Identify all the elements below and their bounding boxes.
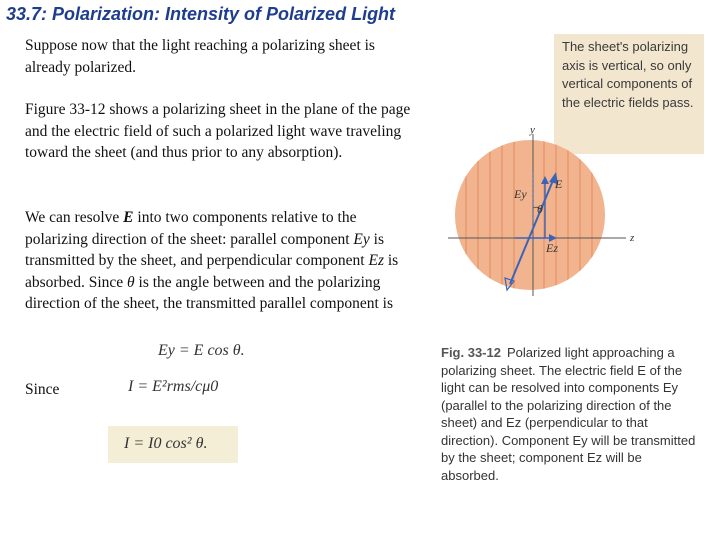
symbol-E: E xyxy=(123,209,134,226)
polarizer-figure xyxy=(440,120,650,300)
symbol-theta: θ xyxy=(127,273,135,291)
paragraph-resolve-components xyxy=(25,207,420,315)
equation-intensity-rms: I = E²rms/cμ0 xyxy=(128,378,219,395)
figure-callout: The sheet's polarizing axis is vertical, so only vertical components of the electric fields pass. xyxy=(554,34,704,154)
text-segment: is the angle between and the polarizing direction of the sheet, the transmitted parallel component is xyxy=(25,273,394,312)
since-label: Since xyxy=(25,381,60,398)
text-segment: is absorbed. Since xyxy=(25,252,399,291)
y-axis-label: y xyxy=(530,124,535,136)
ez-label: Ez xyxy=(546,241,558,255)
page-title: 33.7: Polarization: Intensity of Polarized Light xyxy=(6,4,396,24)
caption-text: Polarized light approaching a polarizing sheet. The electric field E of the light can be resolved into components Ey (parallel to the polarizing direction of the sheet) and Ez (perpendicular to that direction). Component Ey will be transmitted by the sheet; component Ez will be absorbed. xyxy=(441,345,696,483)
e-vector-label: E xyxy=(555,177,563,191)
theta-label: θ xyxy=(537,202,543,216)
ey-label: Ey xyxy=(514,187,527,201)
equation-malus-law: I = I0 cos² θ. xyxy=(124,435,208,452)
text-segment: into two components relative to the polarizing direction of the sheet: parallel component xyxy=(25,209,357,248)
text-segment: is transmitted by the sheet, and perpendicular component xyxy=(25,230,384,269)
figure-caption xyxy=(441,344,703,484)
equation-ey: Ey = E cos θ. xyxy=(158,342,245,359)
symbol-Ez: Ez xyxy=(368,252,384,269)
symbol-Ey: Ey xyxy=(353,230,370,248)
text-segment: We can resolve xyxy=(25,209,124,226)
paragraph-figure-description: Figure 33-12 shows a polarizing sheet in the plane of the page and the electric field of such a polarized light wave traveling toward the sheet (and thus prior to any absorption). xyxy=(25,101,411,161)
figure-number: Fig. 33-12 xyxy=(441,345,501,360)
paragraph-intro: Suppose now that the light reaching a polarizing sheet is already polarized. xyxy=(25,37,375,76)
z-axis-label: z xyxy=(630,232,635,244)
